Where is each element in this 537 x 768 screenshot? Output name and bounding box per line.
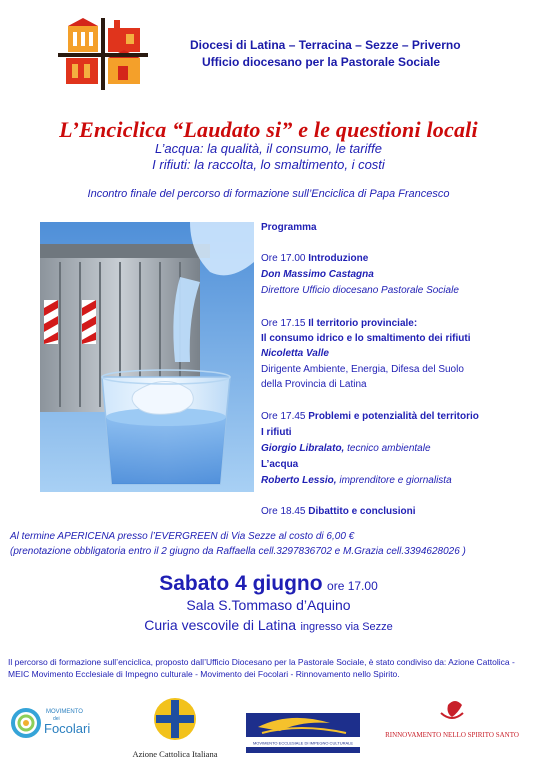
- speaker-role: della Provincia di Latina: [261, 379, 367, 390]
- speaker-role: Direttore Ufficio diocesano Pastorale Sociale: [261, 285, 459, 296]
- focolari-logo: [13, 709, 90, 736]
- partners-note: Il percorso di formazione sull’enciclica, proposto dall’Ufficio Diocesano per la Pastorale Sociale, è stato condiviso da: Azione Cattolica - MEIC Movimento Ecclesiale di Impegno culturale - Movimento dei Focolari - Rinnovamento nello Spirito.: [8, 657, 515, 679]
- program-label: Problemi e potenzialità del territorio: [308, 411, 479, 422]
- speaker-line: [261, 473, 452, 488]
- speaker-role: imprenditore e giornalista: [336, 475, 452, 486]
- event-place-line: [0, 617, 537, 635]
- focolari-name-text: Focolari: [44, 721, 91, 736]
- program-title: Programma: [261, 222, 317, 233]
- event-entrance: ingresso via Sezze: [300, 621, 393, 633]
- program-item-2-heading: [261, 316, 417, 331]
- diocese-name: Diocesi di Latina – Terracina – Sezze – Priverno: [190, 38, 461, 52]
- speaker-line: [261, 441, 431, 456]
- program-time: Ore 17.45: [261, 411, 306, 422]
- water-glass-bin-photo: [40, 222, 254, 492]
- booking-info: (prenotazione obbligatoria entro il 2 giugno da Raffaella cell.3297836702 e M.Grazia cell.3394628026 ): [10, 546, 466, 557]
- program-label-2: Il consumo idrico e lo smaltimento dei rifiuti: [261, 333, 471, 344]
- rns-text: RINNOVAMENTO NELLO SPIRITO SANTO: [385, 731, 519, 739]
- speaker-role: Dirigente Ambiente, Energia, Difesa del Suolo: [261, 364, 464, 375]
- speaker-role: tecnico ambientale: [344, 443, 431, 454]
- speaker-name: Don Massimo Castagna: [261, 269, 374, 280]
- partner-logos: [0, 693, 537, 768]
- program-item-1-heading: [261, 251, 368, 266]
- azione-cattolica-logo: [133, 698, 218, 759]
- speaker-name: Nicoletta Valle: [261, 348, 329, 359]
- topic-waste: I rifiuti: [261, 427, 292, 438]
- page-title: L’Enciclica “Laudato si” e le questioni locali: [59, 117, 478, 142]
- event-date-line: [0, 572, 537, 596]
- rns-logo: [385, 701, 519, 739]
- focolari-top-text: MOVIMENTO: [46, 709, 83, 715]
- meic-text: MOVIMENTO ECCLESIALE DI IMPEGNO CULTURALE: [252, 740, 354, 746]
- program-time: Ore 17.15: [261, 318, 306, 329]
- subtitle-waste: I rifiuti: la raccolta, lo smaltimento, i costi: [152, 157, 385, 172]
- focolari-mid-text: dei: [53, 716, 60, 722]
- meic-logo: [246, 713, 360, 753]
- program-time: Ore 17.00: [261, 253, 306, 264]
- program-item-4-heading: [261, 504, 416, 519]
- diocese-logo: [58, 18, 148, 90]
- event-time: ore 17.00: [327, 579, 378, 593]
- event-venue: Sala S.Tommaso d’Aquino: [186, 597, 351, 613]
- speaker-name: Roberto Lessio,: [261, 475, 337, 486]
- event-place: Curia vescovile di Latina: [144, 617, 296, 633]
- ac-text: Azione Cattolica Italiana: [132, 749, 218, 759]
- program-time: Ore 18.45: [261, 506, 306, 517]
- program-label: Introduzione: [308, 253, 369, 264]
- office-name: Ufficio diocesano per la Pastorale Sociale: [202, 55, 441, 69]
- apericena-info: Al termine APERICENA presso l’EVERGREEN di Via Sezze al costo di 6,00 €: [10, 531, 355, 542]
- speaker-name: Giorgio Libralato,: [261, 443, 345, 454]
- topic-water: L’acqua: [261, 459, 299, 470]
- program-label: Dibattito e conclusioni: [308, 506, 416, 517]
- subtitle-water: L’acqua: la qualità, il consumo, le tariffe: [155, 141, 382, 156]
- intro-text: Incontro finale del percorso di formazione sull’Enciclica di Papa Francesco: [87, 188, 450, 200]
- event-date: Sabato 4 giugno: [159, 572, 323, 595]
- program-label: Il territorio provinciale:: [308, 318, 418, 329]
- program-item-3-heading: [261, 409, 479, 424]
